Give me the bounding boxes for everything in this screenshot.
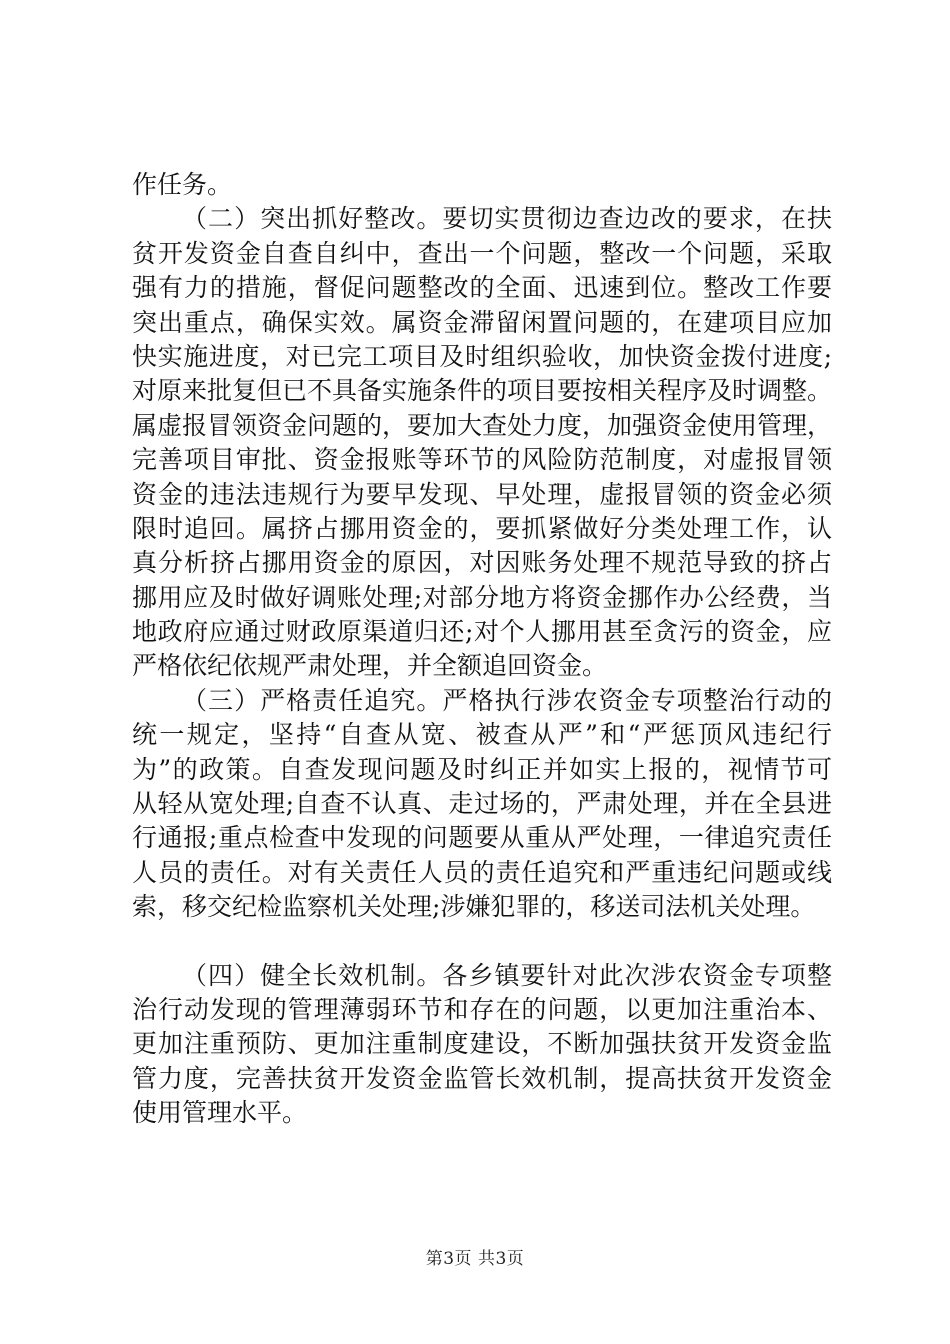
text-line: 从轻从宽处理;自查不认真、走过场的，严肃处理，并在全县进 [132,789,832,819]
text-line: （三）严格责任追究。严格执行涉农资金专项整治行动的 [182,685,832,715]
page-number-footer: 第3页 共3页 [425,1249,525,1269]
paragraph-section-2 [132,202,832,683]
text-line: （四）健全长效机制。各乡镇要针对此次涉农资金专项整 [182,960,832,990]
text-line: （二）突出抓好整改。要切实贯彻边查边改的要求，在扶 [182,204,832,234]
paragraph-section-4 [132,959,832,1131]
text-line: 对原来批复但已不具备实施条件的项目要按相关程序及时调整。 [132,376,833,406]
text-line: 更加注重预防、更加注重制度建设，不断加强扶贫开发资金监 [132,1029,832,1059]
text-line: 统一规定，坚持“自查从宽、被查从严”和“严惩顶风违纪行 [132,720,832,750]
text-line: 为”的政策。自查发现问题及时纠正并如实上报的，视情节可 [132,754,832,784]
text-line: 严格依纪依规严肃处理，并全额追回资金。 [132,651,608,681]
text-line: 索，移交纪检监察机关处理;涉嫌犯罪的，移送司法机关处理。 [132,892,816,922]
text-line: 管力度，完善扶贫开发资金监管长效机制，提高扶贫开发资金 [132,1063,832,1093]
text-line: 行通报;重点检查中发现的问题要从重从严处理，一律追究责任 [132,823,832,853]
paragraph-gap [132,925,832,959]
text-line: 地政府应通过财政原渠道归还;对个人挪用甚至贪污的资金，应 [132,617,832,647]
text-line: 贫开发资金自查自纠中，查出一个问题，整改一个问题，采取 [132,238,832,268]
text-line: 完善项目审批、资金报账等环节的风险防范制度，对虚报冒领 [132,445,832,475]
text-line: 作任务。 [132,170,233,199]
text-line: 使用管理水平。 [132,1098,308,1128]
document-body [132,168,832,1131]
text-line: 人员的责任。对有关责任人员的责任追究和严重违纪问题或线 [132,857,832,887]
paragraph-continuation [132,168,832,202]
text-line: 限时追回。属挤占挪用资金的，要抓紧做好分类处理工作，认 [132,513,832,543]
text-line: 资金的违法违规行为要早发现、早处理，虚报冒领的资金必须 [132,479,832,509]
text-line: 快实施进度，对已完工项目及时组织验收，加快资金拨付进度; [132,341,832,371]
text-line: 突出重点，确保实效。属资金滞留闲置问题的，在建项目应加 [132,307,832,337]
text-line: 属虚报冒领资金问题的，要加大查处力度，加强资金使用管理， [132,410,833,440]
text-line: 治行动发现的管理薄弱环节和存在的问题，以更加注重治本、 [132,994,832,1024]
text-line: 真分析挤占挪用资金的原因，对因账务处理不规范导致的挤占 [132,548,832,578]
text-line: 强有力的措施，督促问题整改的全面、迅速到位。整改工作要 [132,273,832,303]
paragraph-section-3 [132,684,832,925]
text-line: 挪用应及时做好调账处理;对部分地方将资金挪作办公经费，当 [132,582,832,612]
